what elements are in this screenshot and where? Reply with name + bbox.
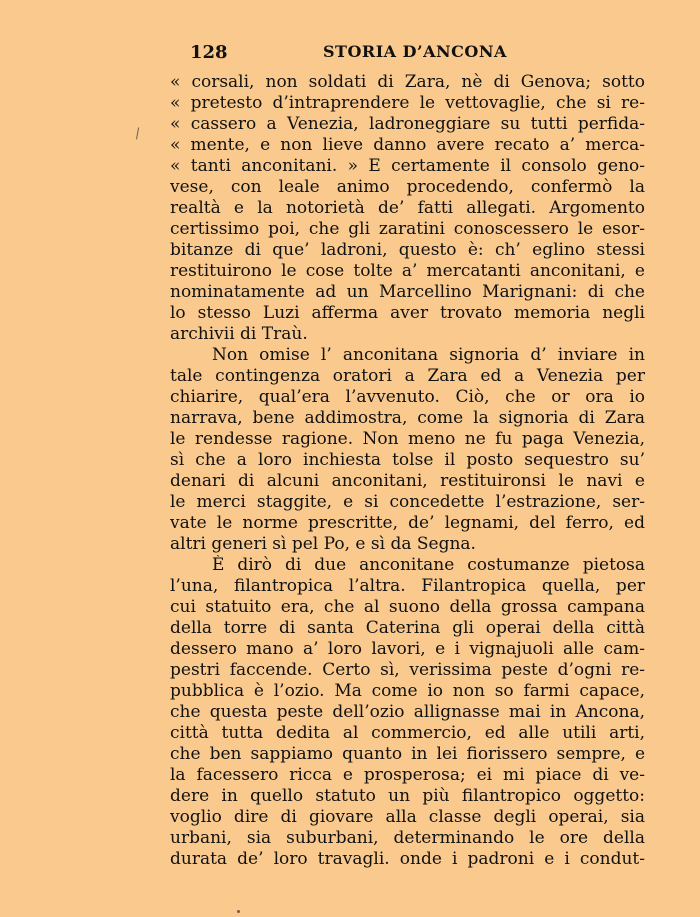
text-line: le rendesse ragione. Non meno ne fu paga Venezia, xyxy=(170,429,645,449)
paragraph-start-line: Non omise l’ anconitana signoria d’ inviare in xyxy=(212,345,645,365)
text-line: « cassero a Venezia, ladroneggiare su tutti perfida- xyxy=(170,114,645,134)
running-title: STORIA D’ANCONA xyxy=(323,42,507,61)
text-line: denari di alcuni anconitani, restituironsi le navi e xyxy=(170,471,645,491)
text-line: sì che a loro inchiesta tolse il posto sequestro su’ xyxy=(170,450,645,470)
text-line: le merci staggite, e si concedette l’estrazione, ser- xyxy=(170,492,645,512)
text-line: pestri faccende. Certo sì, verissima peste d’ogni re- xyxy=(170,660,645,680)
page-header xyxy=(190,42,650,68)
text-line: che questa peste dell’ozio allignasse mai in Ancona, xyxy=(170,702,645,722)
text-line: « tanti anconitani. » E certamente il consolo geno- xyxy=(170,156,645,176)
text-line: città tutta dedita al commercio, ed alle utili arti, xyxy=(170,723,645,743)
text-line: la facessero ricca e prosperosa; ei mi piace di ve- xyxy=(170,765,645,785)
text-line: voglio dire di giovare alla classe degli operai, sia xyxy=(170,807,645,827)
text-line: restituirono le cose tolte a’ mercatanti anconitani, e xyxy=(170,261,645,281)
text-line: « mente, e non lieve danno avere recato a’ merca- xyxy=(170,135,645,155)
text-line: dessero mano a’ loro lavori, e i vignajuoli alle cam- xyxy=(170,639,645,659)
text-line: lo stesso Luzi afferma aver trovato memoria negli xyxy=(170,303,645,323)
text-line: pubblica è l’ozio. Ma come io non so farmi capace, xyxy=(170,681,645,701)
text-line: archivii di Traù. xyxy=(170,324,308,344)
text-line: « corsali, non soldati di Zara, nè di Genova; sotto xyxy=(170,72,645,92)
text-line: della torre di santa Caterina gli operai della città xyxy=(170,618,645,638)
page-number: 128 xyxy=(190,42,228,63)
text-line: narrava, bene addimostra, come la signoria di Zara xyxy=(170,408,645,428)
margin-mark xyxy=(136,127,146,140)
page-mark xyxy=(237,910,240,913)
text-line: vate le norme prescritte, de’ legnami, del ferro, ed xyxy=(170,513,645,533)
text-line: vese, con leale animo procedendo, confermò la xyxy=(170,177,645,197)
text-line: realtà e la notorietà de’ fatti allegati. Argomento xyxy=(170,198,645,218)
text-line: urbani, sia suburbani, determinando le ore della xyxy=(170,828,645,848)
text-line: che ben sappiamo quanto in lei fiorissero sempre, e xyxy=(170,744,645,764)
text-line: nominatamente ad un Marcellino Marignani: di che xyxy=(170,282,645,302)
text-line: tale contingenza oratori a Zara ed a Venezia per xyxy=(170,366,645,386)
text-line: « pretesto d’intraprendere le vettovaglie, che si re- xyxy=(170,93,645,113)
text-line: certissimo poi, che gli zaratini conoscessero le esor- xyxy=(170,219,645,239)
text-line: durata de’ loro travagli. onde i padroni e i condut- xyxy=(170,849,645,869)
text-line: altri generi sì pel Po, e sì da Segna. xyxy=(170,534,476,554)
text-line: chiarire, qual’era l’avvenuto. Ciò, che or ora io xyxy=(170,387,645,407)
paragraph-start-line: È dirò di due anconitane costumanze pietosa xyxy=(212,555,645,575)
text-line: l’una, filantropica l’altra. Filantropica quella, per xyxy=(170,576,645,596)
text-line: dere in quello statuto un più filantropico oggetto: xyxy=(170,786,645,806)
text-line: bitanze di que’ ladroni, questo è: ch’ eglino stessi xyxy=(170,240,645,260)
text-line: cui statuito era, che al suono della grossa campana xyxy=(170,597,645,617)
